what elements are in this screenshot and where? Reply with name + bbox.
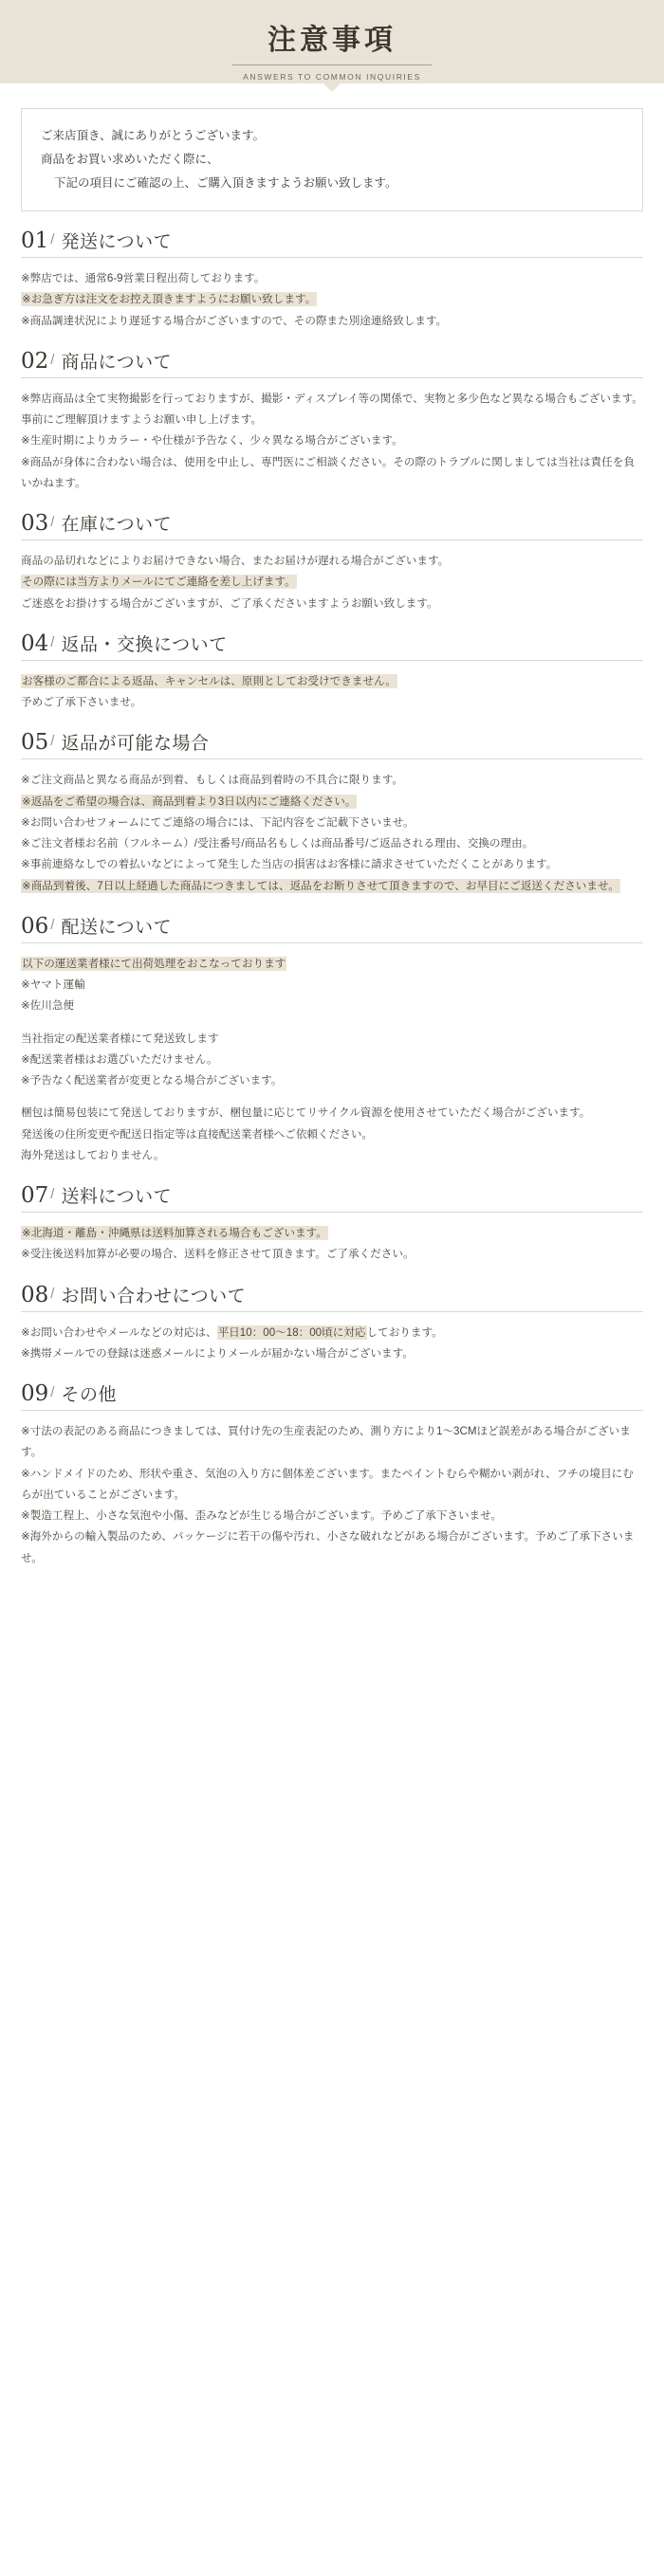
- section-number: 09: [21, 1381, 49, 1406]
- highlighted-text: ※商品到着後、7日以上経過した商品につきましては、返品をお断りさせて頂きますので、お早目にご返送くださいませ。: [22, 879, 619, 892]
- body-line: [21, 876, 643, 897]
- body-line: [21, 1223, 643, 1244]
- section-slash: /: [50, 351, 55, 368]
- body-line: ※予告なく配送業者が変更となる場合がございます。: [21, 1074, 283, 1087]
- body-line: ※ヤマト運輸: [21, 978, 85, 991]
- body-line: 海外発送はしておりません。: [21, 1148, 165, 1161]
- section-number: 07: [21, 1183, 49, 1208]
- section-title: 返品が可能な場合: [61, 734, 210, 755]
- body-line: ご迷惑をお掛けする場合がございますが、ご了承くださいますようお願い致します。: [21, 596, 438, 610]
- body-line: [21, 572, 643, 593]
- section-01: [21, 211, 643, 332]
- intro-line-3: 下記の項目にご確認の上、ご購入頂きますようお願い致します。: [54, 176, 397, 190]
- section-number: 06: [21, 913, 49, 939]
- section-body: [21, 671, 643, 714]
- header-divider: [232, 64, 432, 65]
- section-slash: /: [50, 1384, 55, 1400]
- body-line: ※お問い合わせやメールなどの対応は、平日10：00～18：00頃に対応しております。: [21, 1325, 443, 1339]
- section-heading: [21, 630, 643, 661]
- section-heading: [21, 348, 643, 378]
- section-title: その他: [61, 1385, 117, 1405]
- body-line: ※商品が身体に合わない場合は、使用を中止し、専門医にご相談ください。その際のトラブルに関しましては当社は責任を負いかねます。: [21, 455, 635, 489]
- intro-line-1: ご来店頂き、誠にありがとうございます。: [41, 129, 266, 142]
- section-slash: /: [50, 1186, 55, 1202]
- body-line: 当社指定の配送業者様にて発送致します: [21, 1032, 219, 1045]
- section-body: [21, 770, 643, 897]
- body-line: 予めご了承下さいませ。: [21, 696, 142, 708]
- section-body: [21, 1421, 643, 1569]
- body-line: ※ご注文商品と異なる商品が到着、もしくは商品到着時の不具合に限ります。: [21, 774, 403, 787]
- section-number: 08: [21, 1282, 49, 1307]
- section-number: 03: [21, 511, 49, 536]
- section-heading: [21, 230, 643, 258]
- body-line: ※配送業者様はお選びいただけません。: [21, 1052, 218, 1066]
- section-heading: [21, 1185, 643, 1213]
- highlighted-text: ※北海道・離島・沖縄県は送料加算される場合もございます。: [22, 1227, 327, 1239]
- body-line: ※寸法の表記のある商品につきましては、買付け先の生産表記のため、測り方により1～3CMほど誤差がある場合がございます。: [21, 1425, 631, 1459]
- body-line: ※弊店商品は全て実物撮影を行っておりますが、撮影・ディスプレイ等の関係で、実物と多少色など異なる場合もございます。事前にご理解頂けますようお願い申し上げます。: [21, 392, 643, 426]
- section-number: 05: [21, 730, 49, 756]
- highlighted-text: 平日10：00～18：00頃に対応: [217, 1325, 366, 1339]
- intro-line-2: 商品をお買い求めいただく際に、: [41, 153, 219, 166]
- section-heading: [21, 1282, 643, 1312]
- section-03: [21, 494, 643, 614]
- page-subtitle: ANSWERS TO COMMON INQUIRIES: [243, 72, 421, 82]
- paragraph-gap: [21, 1091, 643, 1103]
- section-number: 04: [21, 630, 49, 656]
- section-slash: /: [50, 231, 55, 247]
- section-body: [21, 551, 643, 614]
- section-05: [21, 713, 643, 897]
- section-02: [21, 332, 643, 494]
- section-slash: /: [50, 916, 55, 933]
- section-title: 送料について: [61, 1187, 173, 1207]
- section-body: [21, 1323, 643, 1365]
- body-line: [21, 671, 643, 692]
- body-line: ※携帯メールでの登録は迷惑メールによりメールが届かない場合がございます。: [21, 1346, 414, 1360]
- section-title: お問い合わせについて: [61, 1286, 247, 1306]
- body-line: ※お問い合わせフォームにてご連絡の場合には、下記内容をご記載下さいませ。: [21, 815, 415, 829]
- section-04: [21, 614, 643, 714]
- section-heading: [21, 513, 643, 540]
- body-line: 梱包は簡易包装にて発送しておりますが、梱包量に応じてリサイクル資源を使用させていただく場合がございます。: [21, 1106, 591, 1120]
- body-line: [21, 792, 643, 813]
- section-heading: [21, 732, 643, 759]
- body-line: ※商品調達状況により遅延する場合がございますので、その際また別途連絡致します。: [21, 314, 448, 327]
- body-line: ※生産时期によりカラー・や仕様が予告なく、少々異なる場合がございます。: [21, 434, 403, 448]
- section-number: 01: [21, 228, 49, 253]
- section-slash: /: [50, 1285, 55, 1302]
- sections-container: [0, 211, 664, 1569]
- body-line: ※製造工程上、小さな気泡や小傷、歪みなどが生じる場合がございます。予めご了承下さいませ。: [21, 1509, 502, 1522]
- body-line: ※ハンドメイドのため、形状や重さ、気泡の入り方に個体差ございます。またペイントむらや糊かい剥がれ、フチの境目にむらが出ていることがございます。: [21, 1467, 634, 1501]
- page-title: 注意事項: [267, 24, 397, 57]
- section-title: 返品・交換について: [61, 634, 228, 655]
- body-line: [21, 289, 643, 310]
- body-line: ※事前連絡なしでの着払いなどによって発生した当店の損害はお客様に請求させていただくことがあります。: [21, 858, 558, 871]
- section-heading: [21, 913, 643, 943]
- body-line: ※受注後送料加算が必要の場合、送料を修正させて頂きます。ご了承ください。: [21, 1248, 415, 1261]
- section-title: 発送について: [61, 232, 173, 252]
- intro-box: [21, 108, 643, 211]
- section-body: [21, 268, 643, 332]
- body-line: 発送後の住所変更や配送日指定等は直接配送業者様へご依頼ください。: [21, 1127, 374, 1141]
- body-line: [21, 954, 643, 975]
- body-line: ※ご注文者様お名前（フルネーム）/受注番号/商品名もしくは商品番号/ご返品される理由、交換の理由。: [21, 837, 534, 850]
- highlighted-text: お客様のご都合による返品、キャンセルは、原則としてお受けできません。: [22, 674, 397, 687]
- section-body: [21, 1223, 643, 1266]
- section-number: 02: [21, 348, 49, 374]
- section-heading: [21, 1383, 643, 1411]
- section-07: [21, 1166, 643, 1266]
- highlighted-text: 以下の運送業者様にて出荷処理をおこなっております: [22, 957, 286, 970]
- section-slash: /: [50, 733, 55, 750]
- body-line: ※佐川急便: [21, 999, 75, 1013]
- paragraph-gap: [21, 1017, 643, 1029]
- section-08: [21, 1266, 643, 1365]
- section-title: 配送について: [61, 917, 173, 938]
- section-body: [21, 389, 643, 494]
- section-09: [21, 1364, 643, 1569]
- section-title: 在庫について: [61, 515, 173, 535]
- arrow-down-icon: [323, 83, 341, 92]
- section-slash: /: [50, 514, 55, 530]
- page-header: [0, 0, 664, 83]
- highlighted-text: ※返品をご希望の場合は、商品到着より3日以内にご連絡ください。: [22, 795, 357, 808]
- section-06: [21, 897, 643, 1166]
- highlighted-text: その際には当方よりメールにてご連絡を差し上げます。: [22, 575, 296, 589]
- highlighted-text: ※お急ぎ方は注文をお控え頂きますようにお願い致します。: [22, 293, 317, 306]
- body-line: ※海外からの輸入製品のため、パッケージに若干の傷や汚れ、小さな破れなどがある場合がございます。予めご了承下さいませ。: [21, 1530, 635, 1564]
- body-line: 商品の品切れなどによりお届けできない場合、またお届けが遅れる場合がございます。: [21, 555, 450, 567]
- section-title: 商品について: [61, 352, 173, 373]
- section-slash: /: [50, 633, 55, 650]
- body-line: ※弊店では、通常6-9営業日程出荷しております。: [21, 272, 266, 284]
- section-body: [21, 954, 643, 1166]
